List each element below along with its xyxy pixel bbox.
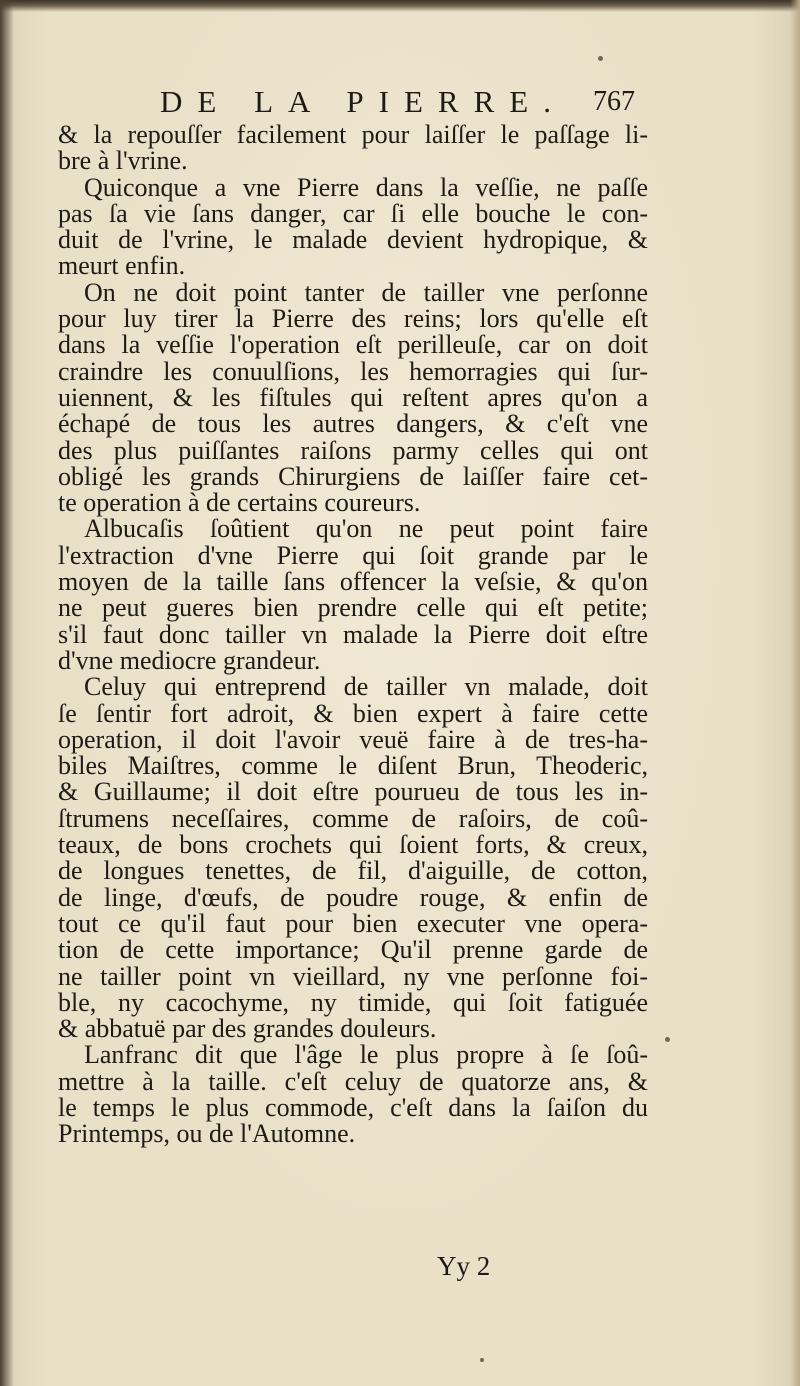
text-line: d'vne mediocre grandeur. — [58, 645, 321, 675]
text-line: & Guillaume; il doit eſtre pourueu de tous les in- — [58, 777, 648, 807]
text-line: pas ſa vie ſans danger, car ſi elle bouche le con- — [58, 198, 648, 228]
text-line: dans la veſſie l'operation eſt perilleuſe, car on doit — [58, 330, 648, 360]
text-line: craindre les conuulſions, les hemorragies qui ſur- — [58, 356, 648, 386]
text-line: ne peut gueres bien prendre celle qui eſt petite; — [58, 593, 648, 623]
text-line: ble, ny cacochyme, ny timide, qui ſoit fatiguée — [58, 987, 648, 1017]
text-line: mettre à la taille. c'eſt celuy de quatorze ans, & — [58, 1066, 648, 1096]
text-line: duit de l'vrine, le malade devient hydropique, & — [58, 225, 648, 255]
signature-mark: Yy 2 — [437, 1251, 491, 1281]
text-line: moyen de la taille ſans offencer la veſsie, & qu'on — [58, 567, 648, 597]
page-right-edge — [790, 0, 800, 1386]
text-line: bre à l'vrine. — [58, 146, 188, 176]
text-line: & la repouſſer facilement pour laiſſer le paſſage li- — [58, 120, 648, 149]
body-text — [58, 122, 648, 1148]
text-line: de longues tenettes, de fil, d'aiguille, de cotton, — [58, 856, 648, 886]
ink-speck — [480, 1358, 484, 1362]
page-header — [0, 82, 800, 122]
text-line: uiennent, & les fiſtules qui reſtent apres qu'on a — [58, 382, 648, 412]
ink-speck — [665, 1037, 670, 1042]
text-line: le temps le plus commode, c'eſt dans la ſaiſon du — [58, 1092, 648, 1122]
text-line: biles Maiſtres, comme le diſent Brun, Theoderic, — [58, 751, 648, 781]
running-head: DE LA PIERRE. — [160, 84, 566, 119]
paragraph-first-line: Quiconque a vne Pierre dans la veſſie, ne paſſe — [84, 172, 648, 202]
text-line: des plus puiſſantes raiſons parmy celles qui ont — [58, 435, 648, 465]
page-top-edge — [0, 0, 800, 12]
paragraph-first-line: Albucaſis ſoûtient qu'on ne peut point faire — [84, 514, 648, 544]
text-line: Printemps, ou de l'Automne. — [58, 1119, 356, 1149]
text-line: tion de cette importance; Qu'il prenne garde de — [58, 935, 648, 965]
text-line: pour luy tirer la Pierre des reins; lors qu'elle eſt — [58, 304, 648, 334]
text-line: & abbatuë par des grandes douleurs. — [58, 1014, 437, 1044]
text-line: échapé de tous les autres dangers, & c'eſt vne — [58, 409, 648, 439]
text-line: l'extraction d'vne Pierre qui ſoit grande par le — [58, 540, 648, 570]
paragraph-first-line: On ne doit point tanter de tailler vne perſonne — [84, 277, 648, 307]
text-line: operation, il doit l'avoir veuë faire à de tres-ha- — [58, 724, 648, 754]
text-line: te operation à de certains coureurs. — [58, 488, 421, 518]
text-line: de linge, d'œufs, de poudre rouge, & enfin de — [58, 882, 648, 912]
text-line: ſe ſentir fort adroit, & bien expert à faire cette — [58, 698, 648, 728]
paragraph-first-line: Lanfranc dit que l'âge le plus propre à ſe ſoû- — [84, 1040, 648, 1070]
text-line: ſtrumens neceſſaires, comme de raſoirs, de coû- — [58, 803, 648, 833]
page-gutter-shadow — [0, 0, 14, 1386]
ink-speck — [598, 56, 603, 61]
text-line: ne tailler point vn vieillard, ny vne perſonne foi- — [58, 961, 648, 991]
paragraph-first-line: Celuy qui entreprend de tailler vn malade, doit — [84, 672, 648, 702]
text-line: tout ce qu'il faut pour bien executer vne opera- — [58, 908, 648, 938]
text-line: meurt enfin. — [58, 251, 186, 281]
text-line: s'il faut donc tailler vn malade la Pierre doit eſtre — [58, 619, 648, 649]
text-line: obligé les grands Chirurgiens de laiſſer faire cet- — [58, 461, 648, 491]
text-line: teaux, de bons crochets qui ſoient forts, & creux, — [58, 830, 648, 860]
page-number: 767 — [593, 86, 635, 117]
